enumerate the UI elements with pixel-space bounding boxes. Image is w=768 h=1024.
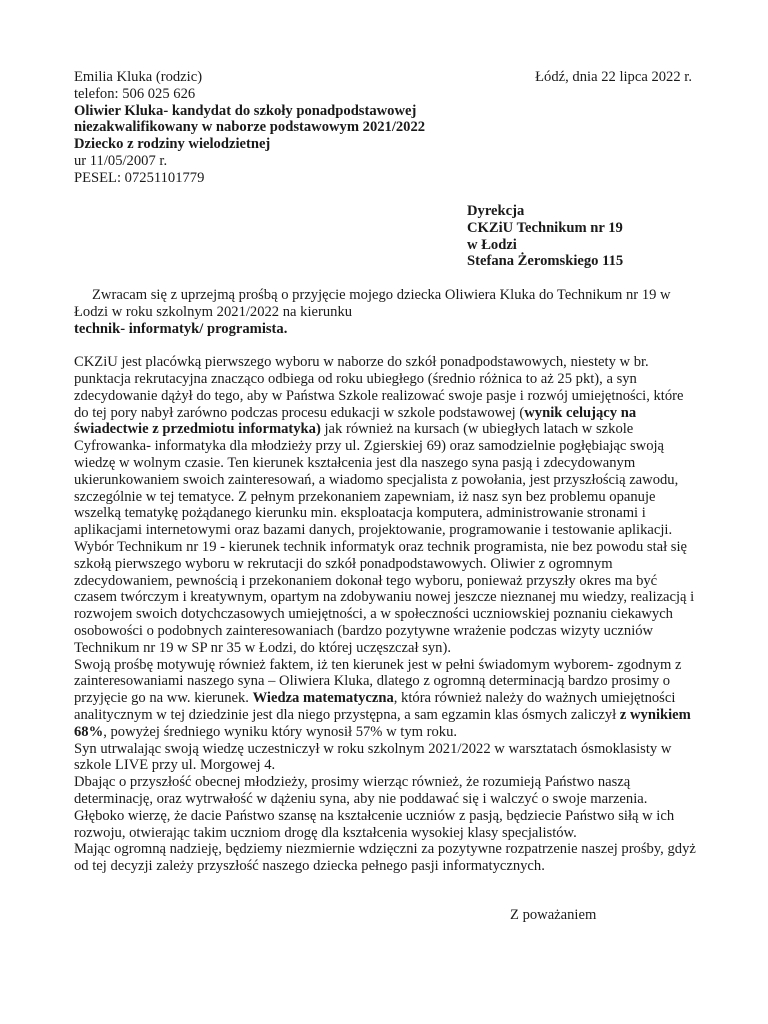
intro-paragraph xyxy=(74,287,698,321)
paragraph-5: Dbając o przyszłość obecnej młodzieży, prosimy wierząc również, że rozumieją Państwo naszą determinację, oraz wytrwałość w dążeniu syna, aby nie poddawać się i walczyć o swoje marzenia. xyxy=(74,774,648,807)
paragraph-6: Głęboko wierzę, że dacie Państwo szansę na kształcenie uczniów z pasją, będziecie Państwo siłą w ich rozwoju, otwierając takim uczniom drogę dla kształcenia wysokiej klasy specjalistów. xyxy=(74,807,675,841)
intro-program: technik- informatyk/ programista. xyxy=(74,320,288,337)
closing-signature: Z poważaniem xyxy=(510,907,597,923)
sender-phone: telefon: 506 025 626 xyxy=(74,85,196,102)
paragraph-3 xyxy=(74,657,698,741)
paragraph-3-text-a: Swoją prośbę motywuję również faktem, iż ten kierunek jest w pełni świadomym wyborem- zgodnym z zainteresowaniami naszego syna – Oliwiera Kluka, dlatego z ogromną determinacją bardzo prosimy o przyjęcie go na ww. kierunek. xyxy=(74,656,682,707)
paragraph-2: Wybór Technikum nr 19 - kierunek technik informatyk oraz technik programista, nie bez powodu stał się szkołą pierwszego wyboru w rekrutacji do szkół ponadpodstawowych. Oliwier z ogromnym zdecydowaniem, pewnością i przekonaniem dokonał tego wyboru, ponieważ przyszły okres ma być czasem twórczym i kreatywnym, opartym na zdobywaniu nowej jeszcze nieznanej mu wiedzy, realizacją i rozwojem swoich dotychczasowych umiejętności, a w społeczności uczniowskiej poznaniu ciekawych osobowości o podobnych zainteresowaniach (bardzo pozytywne wrażenie podczas wizyty uczniów Technikum nr 19 w SP nr 35 w Łodzi, do której uczęszczał syn). xyxy=(74,538,695,656)
candidate-status: niezakwalifikowany w naborze podstawowym 2021/2022 xyxy=(74,119,426,136)
intro-text: Zwracam się z uprzejmą prośbą o przyjęcie mojego dziecka Oliwiera Kluka do Technikum nr 19 w Łodzi w roku szkolnym 2021/2022 na kierunku xyxy=(74,287,671,320)
paragraph-1-text-c: jak również na kursach (w ubiegłych latach w szkole Cyfrowanka- informatyka dla młodzieży przy ul. Zgierskiej 69) oraz samodzielnie pogłębiając swoją wiedzę w wolnym czasie. Ten kierunek kształcenia jest dla naszego syna pasją i zdecydowanym ukierunkowaniem swoich zainteresowań, a wiadomo specjalista z powołania, jest przyszłością zawodu, szczególnie w tej tematyce. Z pełnym przekonaniem zapewniam, iż nasz syn bez problemu opanuje wszelką tematykę pożądanego kierunku min. eksploatacja komputera, administrowanie stronami i aplikacjami internetowymi oraz bazami danych, projektowanie, programowanie i testowanie aplikacji. xyxy=(74,421,679,539)
paragraph-4: Syn utrwalając swoją wiedzę uczestniczył w roku szkolnym 2021/2022 w warsztatach ósmoklasisty w szkole LIVE przy ul. Morgowej 4. xyxy=(74,740,672,774)
recipient-line-2: CKZiU Technikum nr 19 xyxy=(467,219,623,236)
sender-name: Emilia Kluka (rodzic) xyxy=(74,69,203,85)
pesel: PESEL: 07251101779 xyxy=(74,169,205,186)
paragraph-7: Mając ogromną nadzieję, będziemy niezmiernie wdzięczni za pozytywne rozpatrzenie naszej prośby, gdyż od tej decyzji zależy przyszłość naszego dziecka pełnego pasji informatycznych. xyxy=(74,841,696,875)
place-date: Łódź, dnia 22 lipca 2022 r. xyxy=(535,69,692,85)
recipient-line-3: w Łodzi xyxy=(467,236,517,253)
paragraph-3-text-c: , która również należy do ważnych umiejętności analitycznym w tej dziedzinie jest dla niego przystępna, a sam egzamin klas ósmych zaliczył xyxy=(74,690,676,723)
paragraph-3-text-e: , powyżej średniego wyniku który wynosił 57% w tym roku. xyxy=(103,723,458,740)
paragraph-3-bold-score: z wynikiem 68% xyxy=(74,706,691,740)
recipient-line-1: Dyrekcja xyxy=(467,203,525,219)
sender-block xyxy=(74,69,514,187)
birth-date: ur 11/05/2007 r. xyxy=(74,152,168,169)
recipient-line-4: Stefana Żeromskiego 115 xyxy=(467,253,624,270)
recipient-block xyxy=(467,203,623,270)
family-status: Dziecko z rodziny wielodzietnej xyxy=(74,136,271,153)
paragraph-1-bold: wynik celujący na świadectwie z przedmiotu informatyka) xyxy=(74,404,637,438)
paragraph-3-bold-math: Wiedza matematyczna xyxy=(252,690,394,707)
letter-body xyxy=(74,287,698,875)
candidate-line: Oliwier Kluka- kandydat do szkoły ponadpodstawowej xyxy=(74,102,417,119)
paragraph-1-text-a: CKZiU jest placówką pierwszego wyboru w naborze do szkół ponadpodstawowych, niestety w br. punktacja rekrutacyjna znacząco odbiega od roku ubiegłego (średnio różnica to aż 25 pkt), a syn zdecydowanie dążył do tego, aby w Państwa Szkole realizować swoje pasje i rozwój umiejętności, które do tej pory nabył zarówno podczas procesu edukacji w szkole podstawowej ( xyxy=(74,354,684,421)
paragraph-1 xyxy=(74,354,698,539)
